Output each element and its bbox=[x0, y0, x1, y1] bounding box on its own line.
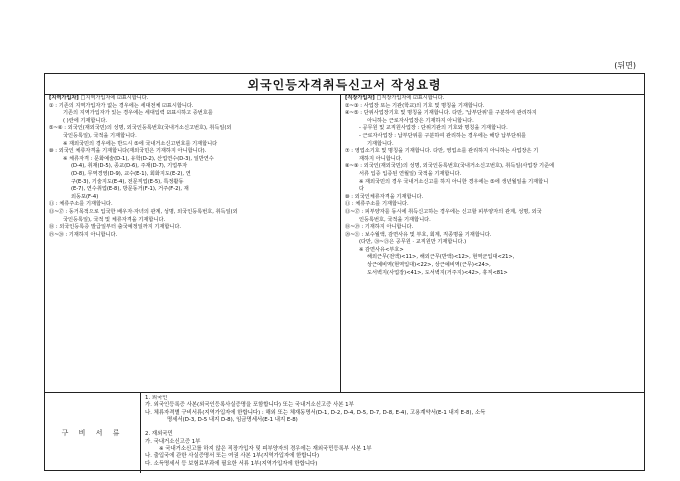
instruction-line: ⑲~⑳ : 기재하지 아니합니다. bbox=[49, 231, 118, 238]
instruction-line: 나. 출입국에 관한 사실증명서 또는 여권 사본 1부(지역가입자에 한합니다) bbox=[145, 453, 320, 460]
instruction-line: (D-4), 취재(D-5), 종교(D-6), 주재(D-7), 기업투자 bbox=[71, 163, 188, 170]
instruction-line: 다 bbox=[359, 186, 365, 193]
instruction-line: ⑱~⑲ : 기재하지 아니합니다. bbox=[345, 224, 414, 231]
instruction-line bbox=[145, 424, 642, 431]
instruction-line: ④~⑤ : 단위사업장기호 및 명칭을 기재합니다. 다만, '납부단위'를 구분하여 관리하지 bbox=[345, 110, 537, 117]
instruction-line: - 공무원 및 교직원사업장 : 단위기관의 기호와 명칭을 기재합니다. bbox=[359, 125, 508, 132]
instruction-line: - 근로자사업장 : 납부단위를 구분하여 관리하는 경우에는 해당 납부단위를 bbox=[359, 132, 527, 139]
instruction-line: 구(E-3), 기술지도(E-4), 전문직업(E-5), 특정활동 bbox=[71, 178, 184, 185]
title-row bbox=[45, 74, 644, 95]
instruction-line: 재하지 아니합니다. bbox=[359, 155, 403, 162]
instruction-line: 1. 외국인 bbox=[145, 395, 168, 401]
regional-lines bbox=[49, 103, 336, 240]
instruction-line: ⑧~⑨ : 외국인(재외국민)의 성명, 외국인등록번호(국내거소신고번호), 취득일(사업장 기준에 bbox=[345, 163, 555, 170]
workplace-header-text: □직장가입자에 ☑표시합니다. bbox=[374, 95, 445, 101]
instruction-line: 기존의 지역가입자가 있는 경우에는 세대입력 ☑표시하고 증번호를 bbox=[63, 110, 213, 117]
instruction-line: 아니하는 근로자사업장은 기재하지 아니합니다. bbox=[367, 117, 474, 124]
instruction-line: (다만, ⑳~㉑은 공무원 · 교직원만 기재합니다.) bbox=[359, 239, 467, 246]
instruction-line: ⑳~㉑ : 보수월액, 감면사유 및 부호, 회계, 직종명을 기재합니다. bbox=[345, 231, 492, 238]
instruction-line: ⑩ : 외국인체류자격을 기재합니다. bbox=[345, 193, 424, 200]
form-title: 외국인등자격취득신고서 작성요령 bbox=[247, 77, 442, 92]
workplace-lines bbox=[345, 103, 643, 278]
instruction-line: 외동포(F-4) bbox=[71, 193, 99, 200]
instruction-line: ※ 재외국민의 경우에는 반드시 ⑤에 국내거소신고번호를 기재합니다 bbox=[63, 140, 218, 147]
required-documents-label: 구 비 서 류 bbox=[45, 393, 141, 473]
instruction-line: ※ 감면사유<부호> bbox=[359, 246, 404, 253]
instruction-line: ⑦ : 영업소기호 및 명칭을 기재합니다. 다만, 영업소를 관리하지 아니하는 사업장은 기 bbox=[345, 148, 539, 155]
required-documents-list bbox=[145, 395, 642, 471]
instruction-line: ① : 기존의 지역가입자가 없는 경우에는 세대전체 ☑표시합니다. bbox=[49, 102, 194, 109]
instruction-line: 상근예비역(현역입대)<22>, 상근예비역(근무)<24>, bbox=[367, 262, 491, 269]
instruction-line: 가. 외국인등록증 사본(외국인등록사실증명을 포함합니다) 또는 국내거소신고증 사본 1부 bbox=[145, 402, 354, 409]
instruction-line: ⑩ : 외국인 체류자격을 기재합니다(재외국민은 기재하지 아니합니다). bbox=[49, 148, 207, 155]
regional-header bbox=[49, 95, 336, 103]
instruction-line: ⑱ : 외국인등록증 발급일부터 출국예정일까지 기재합니다. bbox=[49, 224, 182, 231]
instruction-line: ※ 국내거소신고를 하지 않은 직장가입자 및 피부양자의 경우에는 재외국민등록부 사본 1부 bbox=[159, 446, 372, 453]
instruction-line: 해외근무(전액)<11>, 해외근무(반액)<12>, 현역군입대<21>, bbox=[367, 254, 515, 261]
instruction-line: ⑪ : 체류주소를 기재합니다. bbox=[49, 201, 113, 208]
instruction-line: 2. 재외국민 bbox=[145, 431, 173, 438]
instruction-line: ⑤~⑥ : 외국인(재외국민)의 성명, 외국인등록번호(국내거소신고번호), 취득일(외 bbox=[49, 125, 232, 132]
instruction-line: ( )란에 기재합니다. bbox=[63, 117, 108, 124]
instruction-line: 인등록번호, 국적을 기재합니다. bbox=[359, 216, 431, 223]
instruction-line: 서류 입증 입증된 연월일) 국적을 기재합니다. bbox=[359, 170, 462, 177]
page-label: (뒤면) bbox=[614, 61, 636, 70]
instruction-line: 국인등록일), 국적을 기재합니다. bbox=[63, 132, 137, 139]
instruction-line: 나. 체류자격별 구비서류(지역가입자에 한합니다) : 해외 또는 체재동명서(D-1, D-2, D-4, D-5, D-7, D-8, E-4), 고용계약서(E-1 내지 E-8), 소득 bbox=[145, 409, 486, 416]
instruction-line: 기재합니다. bbox=[367, 140, 394, 147]
required-documents-row bbox=[45, 392, 644, 473]
instruction-line: 명세서(D-3, D-5 내지 D-8), 임금명세서(E-1 내지 E-8) bbox=[167, 416, 298, 423]
column-divider bbox=[340, 94, 341, 392]
workplace-header-label: [직장가입자] bbox=[345, 95, 375, 101]
workplace-header bbox=[345, 95, 643, 103]
instruction-line: ※ 체류자격 : 문화예술(D-1), 유학(D-2), 산업연수(D-3), 일반연수 bbox=[63, 155, 214, 162]
instruction-line: 국인등록일), 국적 및 체류자격을 기재합니다. bbox=[63, 216, 166, 223]
instruction-line: ⑬~⑰ : 피부양자를 동시에 취득신고하는 경우에는 신고할 피부양자의 관계, 성명, 외국 bbox=[345, 208, 542, 215]
instruction-line: 가. 국내거소신고증 1부 bbox=[145, 438, 201, 445]
regional-subscriber-instructions bbox=[49, 95, 336, 392]
instruction-line: 도서벽지(사업장)<41>, 도서벽지(거주지)<42>, 휴직<81> bbox=[367, 269, 508, 276]
regional-header-label: [지역가입자] bbox=[49, 95, 79, 101]
regional-header-text: □지역가입자에 ☑표시합니다. bbox=[78, 95, 149, 101]
instruction-line: 다. 소득명세서 등 보험료부과에 필요한 서류 1부(지역가입자에 한합니다) bbox=[145, 460, 318, 467]
instruction-line: ⑪ : 체류주소를 기재합니다. bbox=[345, 201, 409, 208]
instruction-line: ⑬~⑰ : 동거목적으로 입국한 배우자·자녀의 관계, 성명, 외국인등록번호, 취득일(외 bbox=[49, 208, 238, 215]
instruction-line: ②~③ : 사업장 또는 기관(학교)의 기호 및 명칭을 기재합니다. bbox=[345, 102, 485, 109]
instruction-line: (D-8), 무역경영(D-9), 교수(E-1), 회화지도(E-2), 연 bbox=[71, 170, 191, 177]
instruction-line: (E-7), 연수취업(E-8), 방문동거(F-1), 거주(F-2), 재 bbox=[71, 186, 189, 193]
form-sheet bbox=[44, 73, 645, 471]
workplace-subscriber-instructions bbox=[345, 95, 643, 392]
instruction-line: ※ 재외국민의 경우 국내거소신고를 하지 아니한 경우에는 ⑤에 생년월일을 기재합니 bbox=[359, 178, 549, 185]
